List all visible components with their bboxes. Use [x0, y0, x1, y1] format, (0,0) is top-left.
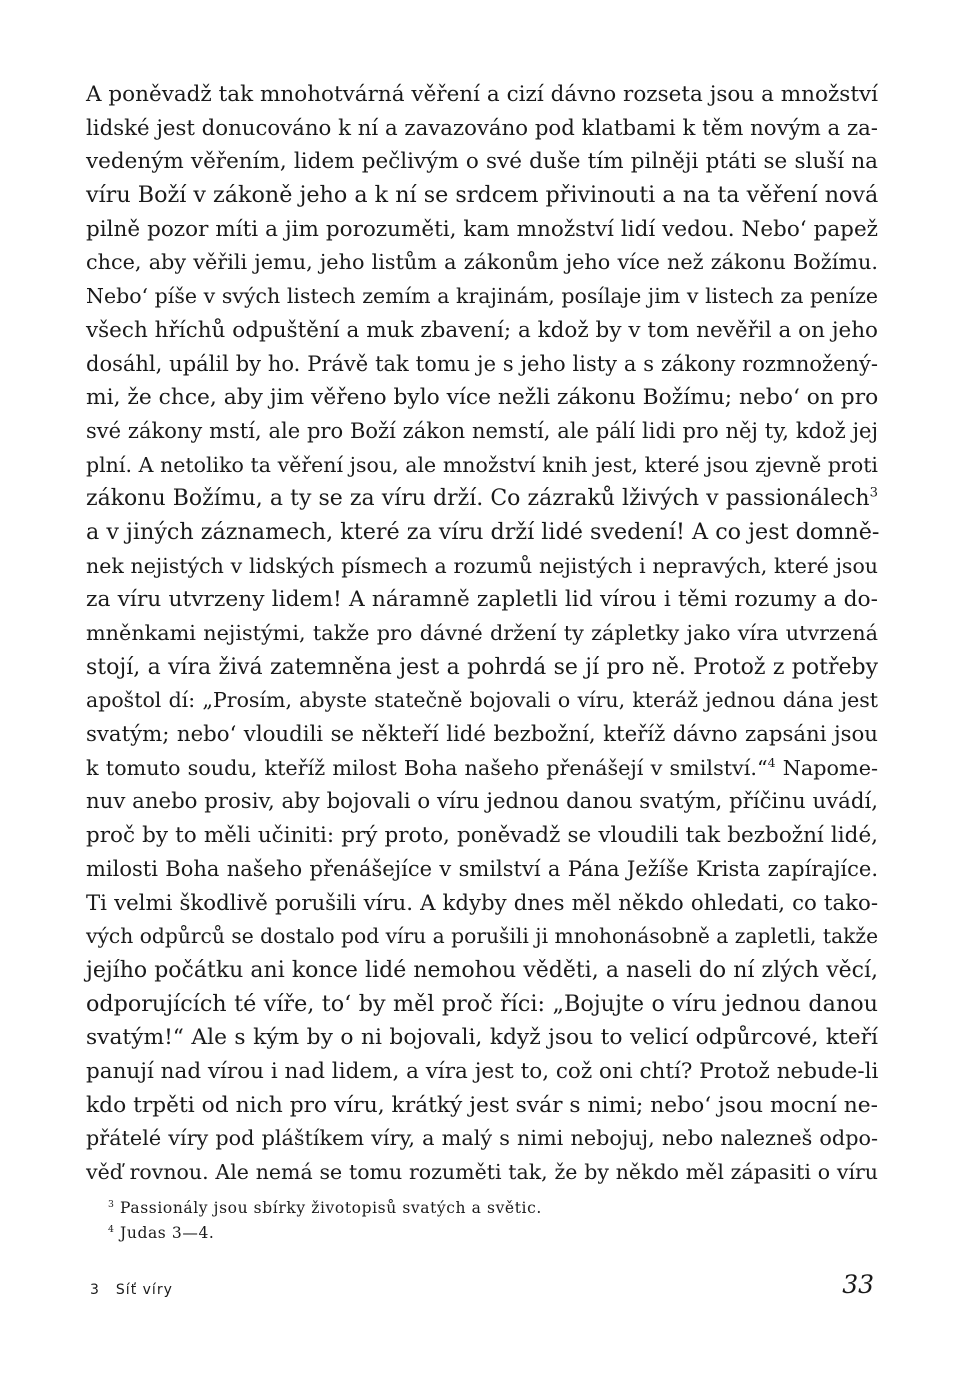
footnote-4 [108, 1221, 808, 1246]
text-line: přátelé víry pod pláštíkem víry, a malý s nimi nebojuj, nebo nalezneš odpo- [86, 1126, 878, 1151]
body-text [86, 78, 878, 1190]
text-line: stojí, a víra živá zatemněna jest a pohrdá se jí pro ně. Protož z potřeby [86, 654, 878, 680]
text-line: panují nad vírou i nad lidem, a víra jest to, což oni chtí? Protož nebude-li [86, 1058, 879, 1084]
text-line: mi, že chce, aby jim věřeno bylo více nežli zákonu Božímu; nebo‘ on pro [86, 385, 879, 411]
footnote-ref-4: 4 [767, 754, 776, 770]
text-line-content: zákonu Božímu, a ty se za víru drží. Co zázraků lživých v passionálech [86, 486, 870, 512]
text-line: víru Boží v zákoně jeho a k ní se srdcem přivinouti a na ta věření nová [86, 182, 879, 209]
text-line-with-footnote [86, 752, 878, 786]
text-line-content: k tomuto soudu, kteříž milost Boha našeho přenášejí v smilství.“ [86, 755, 768, 780]
text-line: proč by to měli učiniti: prý proto, poněvadž se vloudili tak bezbožní lidé, [86, 823, 878, 849]
text-line: vých odpůrců se dostalo pod víru a porušili ji mnohonásobně a zapletli, takže [86, 924, 879, 949]
text-line: dosáhl, upálil by ho. Právě tak tomu je s jeho listy a s zákony rozmnožený- [86, 351, 878, 376]
page-number: 33 [842, 1270, 874, 1299]
text-line: kdo trpěti od nich pro víru, krátký jest svár s nimi; nebo‘ jsou mocní ne- [86, 1092, 878, 1118]
text-line: odporujících té víře, to‘ by měl proč říci: „Bojujte o víru jednou danou [86, 990, 878, 1017]
text-line: A poněvadž tak mnohotvárná věření a cizí dávno rozseta jsou a množství [86, 82, 878, 107]
text-line: věď rovnou. Ale nemá se tomu rozuměti tak, že by někdo měl zápasiti o víru [86, 1160, 878, 1184]
text-line: milosti Boha našeho přenášejíce v smilství a Pána Ježíše Krista zapírajíce. [86, 856, 878, 881]
signature-title: Síť víry [115, 1282, 173, 1298]
text-line: Ti velmi škodlivě porušili víru. A kdyby dnes měl někdo ohledati, co tako- [86, 890, 878, 916]
text-line: svatým!“ Ale s kým by o ni bojovali, když jsou to velicí odpůrcové, kteří [86, 1025, 878, 1051]
footnote-ref-3: 3 [869, 485, 878, 501]
footnotes [108, 1196, 808, 1246]
text-line: Nebo‘ píše v svých listech zemím a krajinám, posílaje jim v listech za peníze [86, 284, 878, 309]
text-line-with-footnote [86, 482, 878, 516]
text-line: všech hříchů odpuštění a muk zbavení; a kdož by v tom nevěřil a on jeho [86, 317, 878, 343]
footnote-mark: 3 [108, 1198, 115, 1210]
text-line: chce, aby věřili jemu, jeho listům a zákonům jeho více než zákonu Božímu. [86, 250, 878, 275]
text-line-tail: Napome- [782, 755, 878, 780]
footnote-text: Judas 3—4. [120, 1224, 215, 1242]
text-line: a v jiných záznamech, které za víru drží lidé svedení! A co jest domně- [86, 518, 880, 545]
text-line: apoštol dí: „Prosím, abyste statečně bojovali o víru, kteráž jednou dána jest [86, 688, 878, 713]
text-line: svatým; nebo‘ vloudili se někteří lidé bezbožní, kteříž dávno zapsáni jsou [86, 722, 878, 748]
printer-signature [90, 1282, 173, 1298]
footnote-text: Passionály jsou sbírky životopisů svatých a světic. [120, 1199, 542, 1217]
text-line: nuv anebo prosiv, aby bojovali o víru jednou danou svatým, příčinu uvádí, [86, 789, 878, 815]
text-line: plní. A netoliko ta věření jsou, ale množství knih jest, které jsou zjevně proti [86, 452, 878, 477]
text-line: vedeným věřením, lidem pečlivým o své duše tím pilněji ptáti se sluší na [86, 149, 878, 175]
signature-number: 3 [90, 1282, 100, 1298]
text-line: pilně pozor míti a jim porozuměti, kam množství lidí vedou. Nebo‘ papež [86, 216, 878, 242]
text-line: své zákony mstí, ale pro Boží zákon nemstí, ale pálí lidi pro něj ty, kdož jej [86, 418, 878, 443]
text-line: mněnkami nejistými, takže pro dávné držení ty zápletky jako víra utvrzená [86, 621, 878, 645]
text-line: nek nejistých v lidských písmech a rozumů nejistých i nepravých, které jsou [86, 553, 878, 578]
text-line: za víru utvrzeny lidem! A náramně zapletli lid vírou i těmi rozumy a do- [86, 587, 878, 613]
footnote-mark: 4 [108, 1223, 115, 1235]
footnote-3 [108, 1196, 808, 1221]
text-line: lidské jest donucováno k ní a zavazováno pod klatbami k těm novým a za- [86, 115, 878, 141]
text-line: jejího počátku ani konce lidé nemohou věděti, a naseli do ní zlých věcí, [86, 957, 878, 983]
